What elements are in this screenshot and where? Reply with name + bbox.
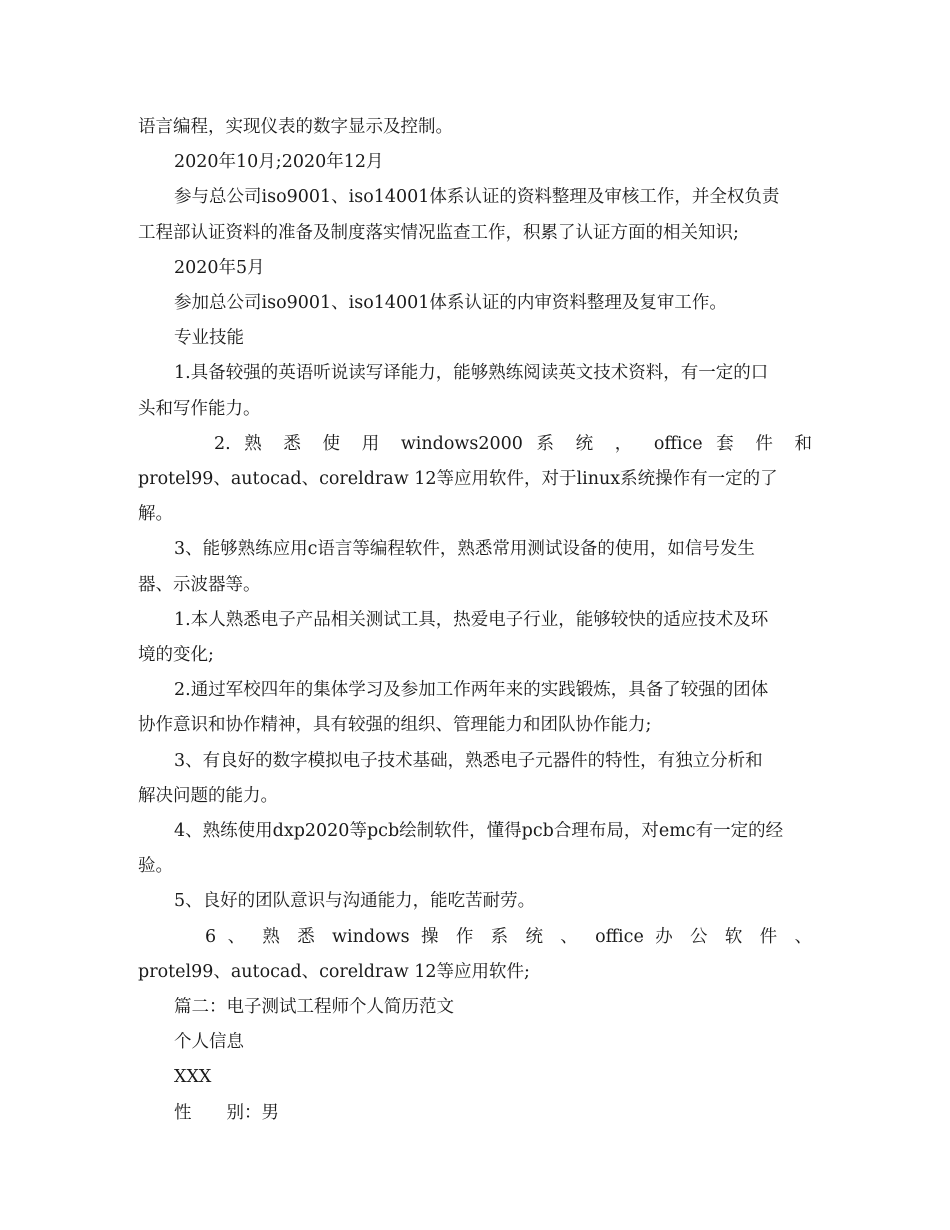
date-line: 2020年5月 [174, 257, 265, 278]
date-range-line: 2020年10月;2020年12月 [174, 152, 384, 173]
trait-6-line-1: 6 、 熟 悉 windows 操 作 系 统 、 office 办 公 软 件 、 [205, 926, 812, 947]
text-line-1: 语言编程，实现仪表的数字显示及控制。 [138, 117, 453, 137]
trait-4-line-2: 验。 [138, 856, 173, 877]
skill-1-line-1: 1.具备较强的英语听说读写译能力，能够熟练阅读英文技术资料，有一定的口 [174, 363, 769, 384]
skill-1-line-2: 头和写作能力。 [138, 398, 261, 419]
trait-5-line: 5、良好的团队意识与沟通能力，能吃苦耐劳。 [174, 891, 536, 912]
skill-3-line-2: 器、示波器等。 [138, 574, 261, 595]
gender-field: 性 别：男 [174, 1102, 279, 1123]
skill-2-line-1: 2. 熟 悉 使 用 windows2000 系 统 ， office 套 件 和 [214, 433, 812, 454]
trait-3-line-2: 解决问题的能力。 [138, 785, 278, 806]
trait-4-line-1: 4、熟练使用dxp2020等pcb绘制软件，懂得pcb合理布局，对emc有一定的经 [174, 821, 784, 842]
skill-2-line-3: 解。 [138, 504, 173, 525]
trait-2-line-2: 协作意识和协作精神，具有较强的组织、管理能力和团队协作能力; [138, 715, 652, 736]
section-heading-part-two: 篇二：电子测试工程师个人简历范文 [174, 997, 454, 1018]
section-heading-skills: 专业技能 [174, 328, 244, 349]
text-line-6: 参加总公司iso9001、iso14001体系认证的内审资料整理及复审工作。 [174, 293, 727, 314]
section-heading-personal-info: 个人信息 [174, 1032, 244, 1053]
trait-1-line-2: 境的变化; [138, 645, 214, 666]
trait-2-line-1: 2.通过军校四年的集体学习及参加工作两年来的实践锻炼，具备了较强的团体 [174, 680, 769, 701]
trait-6-line-2: protel99、autocad、coreldraw 12等应用软件; [138, 961, 530, 982]
trait-1-line-1: 1.本人熟悉电子产品相关测试工具，热爱电子行业，能够较快的适应技术及环 [174, 609, 769, 630]
name-placeholder: XXX [174, 1067, 212, 1088]
skill-3-line-1: 3、能够熟练应用c语言等编程软件，熟悉常用测试设备的使用，如信号发生 [174, 539, 755, 560]
text-line-3: 参与总公司iso9001、iso14001体系认证的资料整理及审核工作，并全权负责 [174, 187, 780, 208]
text-line-4: 工程部认证资料的准备及制度落实情况监查工作，积累了认证方面的相关知识; [138, 222, 739, 243]
skill-2-line-2: protel99、autocad、coreldraw 12等应用软件，对于linux系统操作有一定的了 [138, 469, 778, 490]
trait-3-line-1: 3、有良好的数字模拟电子技术基础，熟悉电子元器件的特性，有独立分析和 [174, 750, 763, 771]
